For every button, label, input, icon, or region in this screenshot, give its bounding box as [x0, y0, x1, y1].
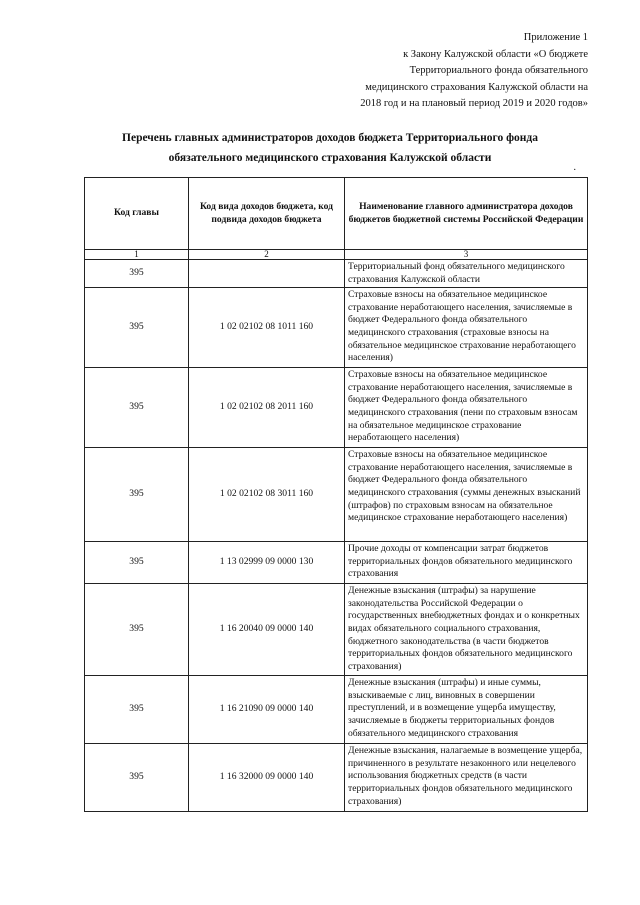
table-row [85, 448, 588, 542]
table-row [85, 260, 588, 288]
income-code-cell: 1 02 02102 08 3011 160 [189, 448, 345, 542]
chief-code-cell: 395 [85, 448, 189, 542]
table-header-row [85, 178, 588, 250]
administrator-name-cell: Страховые взносы на обязательное медицинское страхование неработающего населения, зачисляемые в бюджет Федерального фонда обязательного медицинского страхования (суммы денежных взысканий (штрафов) по страховым взносам на обязательное медицинское страхование неработающего населения) [345, 448, 588, 542]
administrator-name-cell: Денежные взыскания, налагаемые в возмещение ущерба, причиненного в результате незаконного или нецелевого использования бюджетных средств (в части территориальных фондов обязательного медицинского страхования) [345, 744, 588, 812]
administrator-name-cell: Страховые взносы на обязательное медицинское страхование неработающего населения, зачисляемые в бюджет Федерального фонда обязательного медицинского страхования (страховые взносы на обязательное медицинское страхование неработающего населения) [345, 288, 588, 368]
administrator-name-cell: Прочие доходы от компенсации затрат бюджетов территориальных фондов обязательного медицинского страхования [345, 542, 588, 584]
administrator-name-cell: Территориальный фонд обязательного медицинского страхования Калужской области [345, 260, 588, 288]
column-number: 2 [189, 250, 345, 260]
chief-code-cell: 395 [85, 288, 189, 368]
chief-code-cell: 395 [85, 542, 189, 584]
table-row [85, 542, 588, 584]
appendix-line: Приложение 1 [523, 32, 588, 43]
chief-code-cell: 395 [85, 676, 189, 744]
administrators-table [84, 177, 588, 812]
chief-code-cell: 395 [85, 260, 189, 288]
appendix-line: медицинского страхования Калужской области на [365, 81, 588, 93]
stray-mark: . [573, 162, 576, 173]
column-number-row [85, 250, 588, 260]
appendix-note [258, 30, 588, 113]
income-code-cell: 1 16 21090 09 0000 140 [189, 676, 345, 744]
income-code-cell: 1 16 32000 09 0000 140 [189, 744, 345, 812]
appendix-line: Территориального фонда обязательного [409, 65, 588, 76]
column-number: 1 [85, 250, 189, 260]
administrator-name-cell: Денежные взыскания (штрафы) за нарушение законодательства Российской Федерации о государственных внебюджетных фондах и о конкретных видах обязательного социального страхования, бюджетного законодательства (в части бюджетов территориальных фондов обязательного медицинского страхования) [345, 584, 588, 676]
column-number: 3 [345, 250, 588, 260]
table-row [85, 368, 588, 448]
chief-code-cell: 395 [85, 368, 189, 448]
income-code-cell: 1 02 02102 08 1011 160 [189, 288, 345, 368]
income-code-cell: 1 13 02999 09 0000 130 [189, 542, 345, 584]
administrator-name-cell: Страховые взносы на обязательное медицинское страхование неработающего населения, зачисляемые в бюджет Федерального фонда обязательного медицинского страхования (пени по страховым взносам на обязательное медицинское страхование неработающего населения) [345, 368, 588, 448]
income-code-cell: 1 16 20040 09 0000 140 [189, 584, 345, 676]
appendix-line: к Закону Калужской области «О бюджете [403, 48, 588, 60]
appendix-line: 2018 год и на плановый период 2019 и 2020 годов» [360, 98, 588, 109]
income-code-cell: 1 02 02102 08 2011 160 [189, 368, 345, 448]
header-chief-code: Код главы [85, 178, 189, 250]
title-line-2: обязательного медицинского страхования Калужской области [168, 152, 492, 164]
table-row [85, 744, 588, 812]
table-row [85, 676, 588, 744]
header-administrator-name: Наименование главного администратора доходов бюджетов бюджетной системы Российской Федерации [345, 178, 588, 250]
title-line-1: Перечень главных администраторов доходов бюджета Территориального фонда [122, 132, 538, 144]
table-row [85, 584, 588, 676]
document-title [60, 128, 600, 168]
income-code-cell [189, 260, 345, 288]
table-row [85, 288, 588, 368]
chief-code-cell: 395 [85, 584, 189, 676]
header-income-code: Код вида доходов бюджета, код подвида доходов бюджета [189, 178, 345, 250]
administrator-name-cell: Денежные взыскания (штрафы) и иные суммы, взыскиваемые с лиц, виновных в совершении преступлений, и в возмещение ущерба имуществу, зачисляемые в бюджеты территориальных фондов обязательного медицинского страхования [345, 676, 588, 744]
chief-code-cell: 395 [85, 744, 189, 812]
